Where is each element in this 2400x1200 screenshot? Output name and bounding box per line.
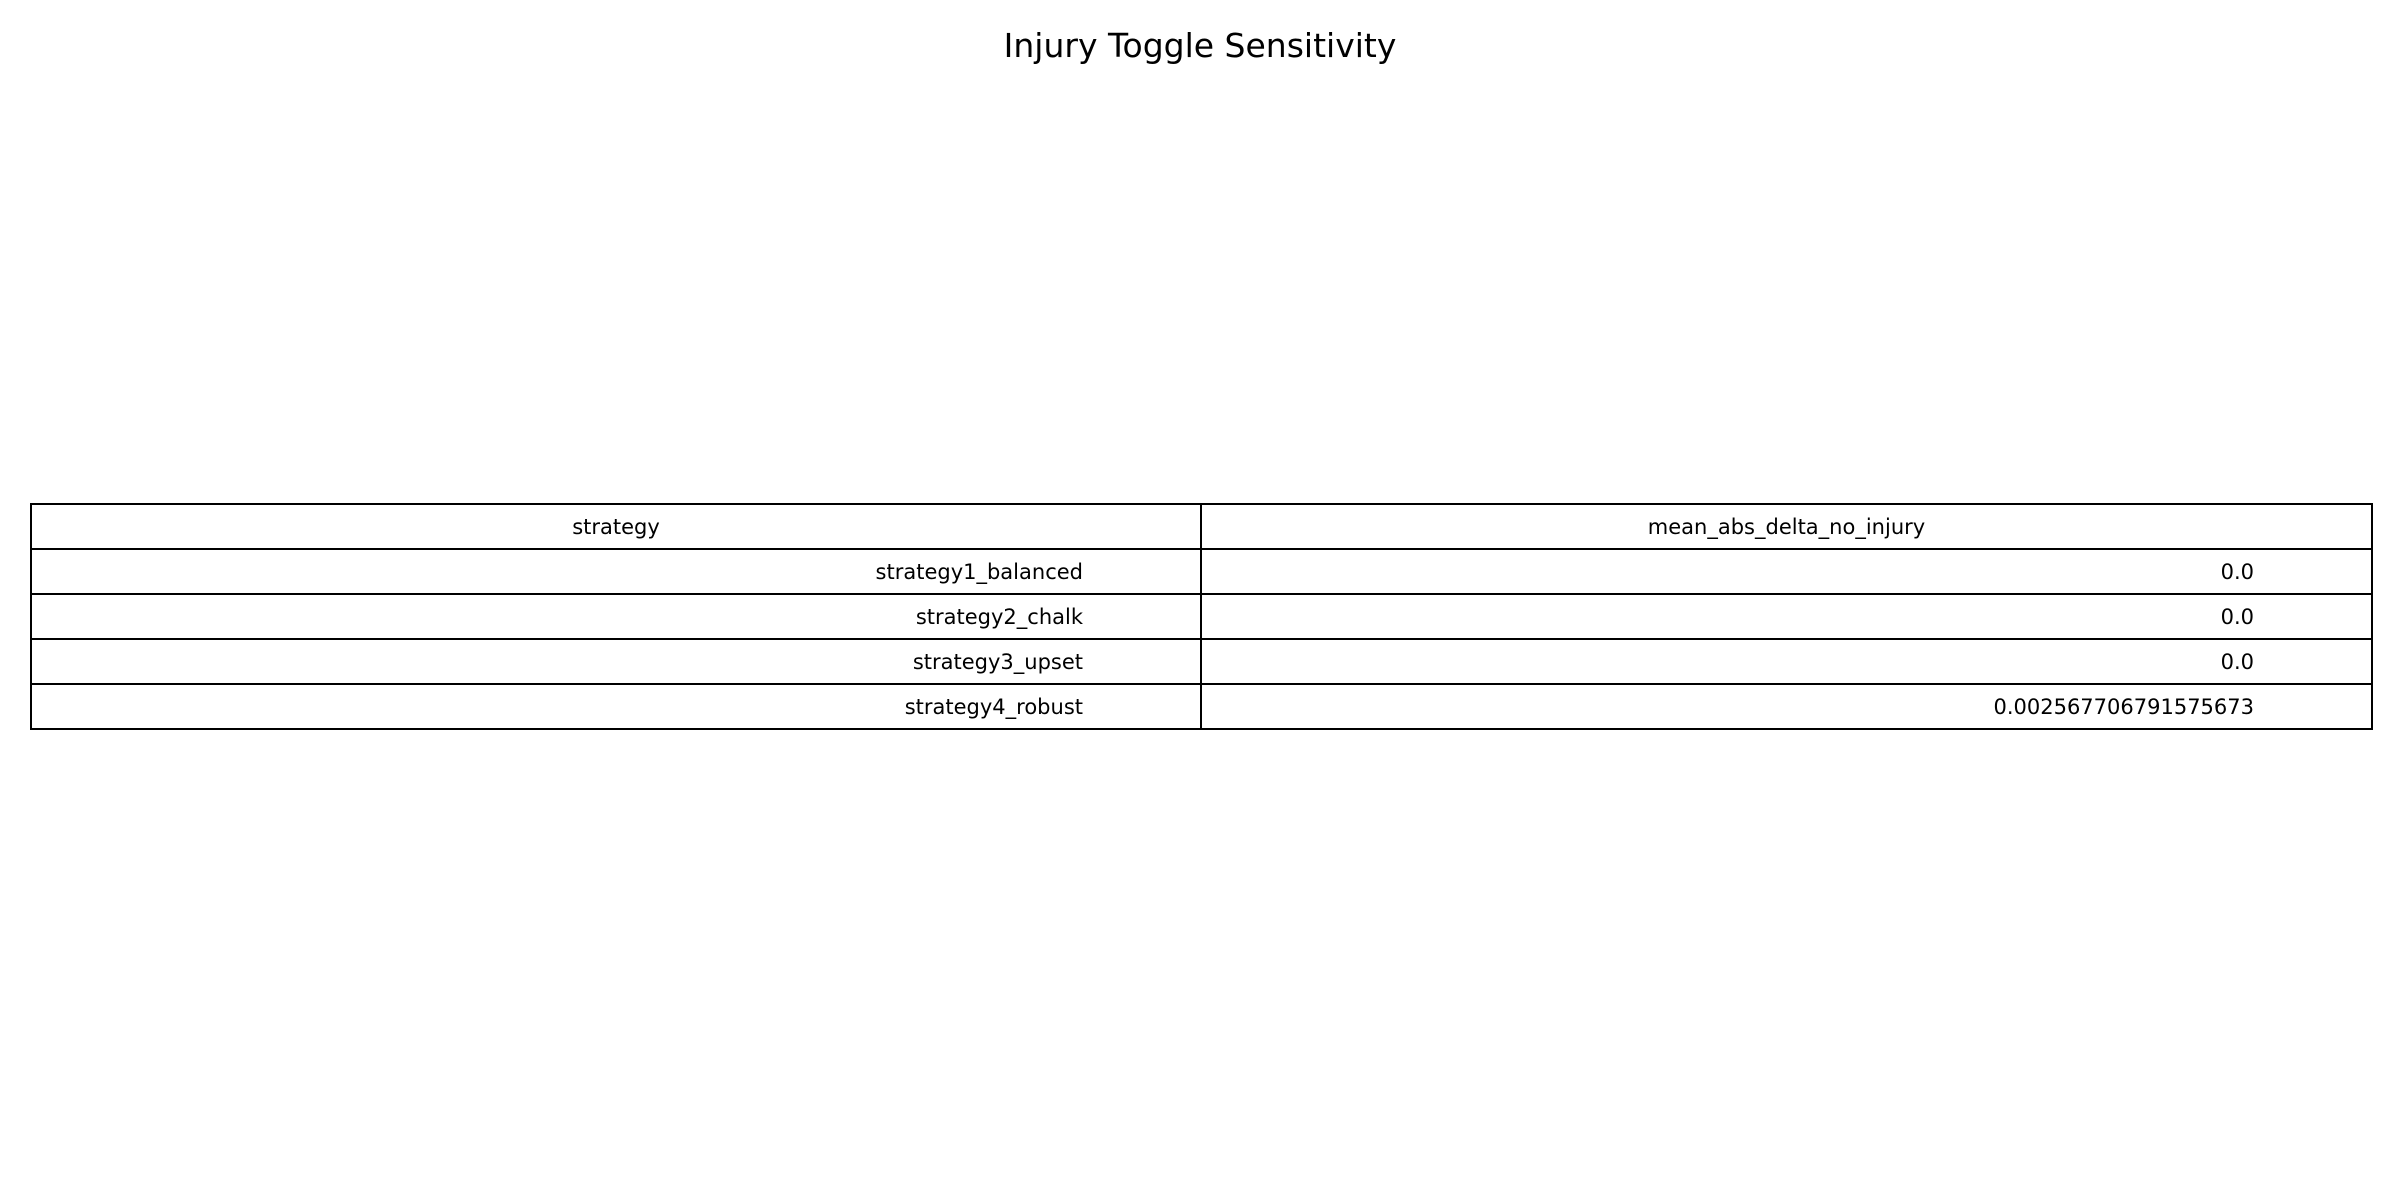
column-header-mean-abs-delta: mean_abs_delta_no_injury	[1201, 504, 2372, 549]
strategy-cell: strategy1_balanced	[31, 549, 1201, 594]
table-row	[31, 549, 2372, 594]
table-header-row	[31, 504, 2372, 549]
strategy-cell: strategy4_robust	[31, 684, 1201, 729]
column-header-strategy: strategy	[31, 504, 1201, 549]
strategy-cell: strategy3_upset	[31, 639, 1201, 684]
strategy-cell: strategy2_chalk	[31, 594, 1201, 639]
chart-title: Injury Toggle Sensitivity	[1003, 26, 1397, 65]
table-row	[31, 594, 2372, 639]
value-cell: 0.002567706791575673	[1201, 684, 2372, 729]
sensitivity-table	[30, 503, 2373, 730]
table-row	[31, 639, 2372, 684]
value-cell: 0.0	[1201, 639, 2372, 684]
table-row	[31, 684, 2372, 729]
value-cell: 0.0	[1201, 549, 2372, 594]
value-cell: 0.0	[1201, 594, 2372, 639]
